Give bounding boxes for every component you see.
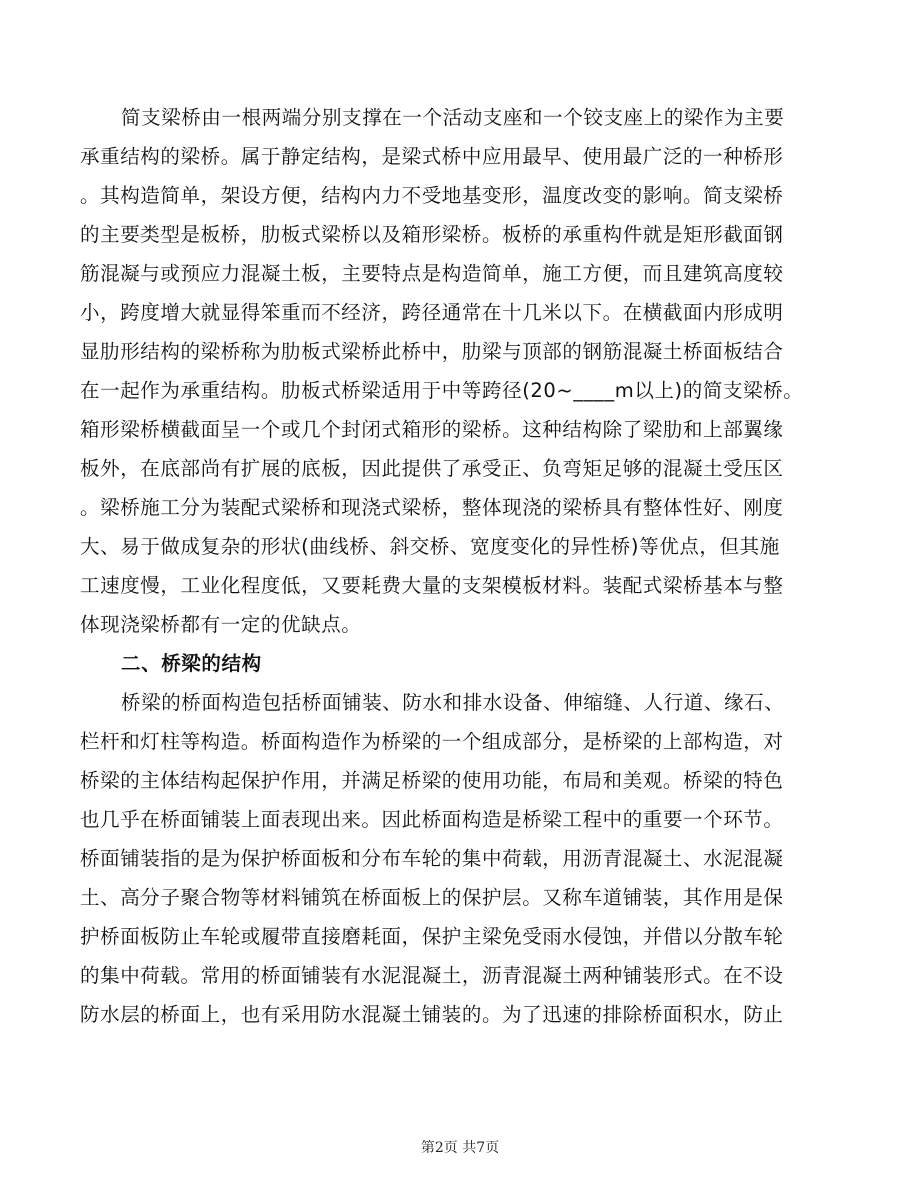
paragraph-1-line: 在一起作为承重结构。肋板式桥梁适用于中等跨径(20~____m以上)的简支梁桥。 [80,379,804,402]
paragraph-1-line: 简支梁桥由一根两端分别支撑在一个活动支座和一个铰支座上的梁作为主要 [121,106,785,129]
paragraph-2-line: 桥面铺装指的是为保护桥面板和分布车轮的集中荷载，用沥青混凝土、水泥混凝 [80,847,784,870]
paragraph-1-line: 的主要类型是板桥，肋板式梁桥以及箱形梁桥。板桥的承重构件就是矩形截面钢 [80,223,784,246]
paragraph-2-line: 桥梁的主体结构起保护作用，并满足桥梁的使用功能，布局和美观。桥梁的特色 [80,769,784,792]
paragraph-1-line: 小，跨度增大就显得笨重而不经济，跨径通常在十几米以下。在横截面内形成明 [80,301,784,324]
paragraph-1-line: 工速度慢，工业化程度低，又要耗费大量的支架模板材料。装配式梁桥基本与整 [80,574,784,597]
page-number-footer: 第2页 共7页 [420,1140,500,1156]
paragraph-2-line: 的集中荷载。常用的桥面铺装有水泥混凝土，沥青混凝土两种铺装形式。在不设 [80,964,784,987]
paragraph-2-line: 土、高分子聚合物等材料铺筑在桥面板上的保护层。又称车道铺装，其作用是保 [80,886,784,909]
paragraph-1-line: 板外，在底部尚有扩展的底板，因此提供了承受正、负弯矩足够的混凝土受压区 [80,457,784,480]
paragraph-1-line: 显肋形结构的梁桥称为肋板式梁桥此桥中，肋梁与顶部的钢筋混凝土桥面板结合 [80,340,784,363]
paragraph-2-line: 也几乎在桥面铺装上面表现出来。因此桥面构造是桥梁工程中的重要一个环节。 [80,808,784,831]
paragraph-2-line: 栏杆和灯柱等构造。桥面构造作为桥梁的一个组成部分，是桥梁的上部构造，对 [80,730,784,753]
paragraph-1-line: 。其构造简单，架设方便，结构内力不受地基变形，温度改变的影响。简支梁桥 [80,184,784,207]
paragraph-1-line: 承重结构的梁桥。属于静定结构，是梁式桥中应用最早、使用最广泛的一种桥形 [80,145,784,168]
paragraph-2-line: 护桥面板防止车轮或履带直接磨耗面，保护主梁免受雨水侵蚀，并借以分散车轮 [80,925,784,948]
paragraph-1-line: 筋混凝与或预应力混凝土板，主要特点是构造简单，施工方便，而且建筑高度较 [80,262,784,285]
paragraph-2-line: 防水层的桥面上，也有采用防水混凝土铺装的。为了迅速的排除桥面积水，防止 [80,1003,784,1026]
paragraph-1-line: 。梁桥施工分为装配式梁桥和现浇式梁桥，整体现浇的梁桥具有整体性好、刚度 [80,496,784,519]
paragraph-1-line: 体现浇梁桥都有一定的优缺点。 [80,613,362,636]
paragraph-2-line: 桥梁的桥面构造包括桥面铺装、防水和排水设备、伸缩缝、人行道、缘石、 [121,691,785,714]
section-heading: 二、桥梁的结构 [121,652,262,675]
paragraph-1-line: 箱形梁桥横截面呈一个或几个封闭式箱形的梁桥。这种结构除了梁肋和上部翼缘 [80,418,784,441]
paragraph-1-line: 大、易于做成复杂的形状(曲线桥、斜交桥、宽度变化的异性桥)等优点，但其施 [80,535,780,558]
